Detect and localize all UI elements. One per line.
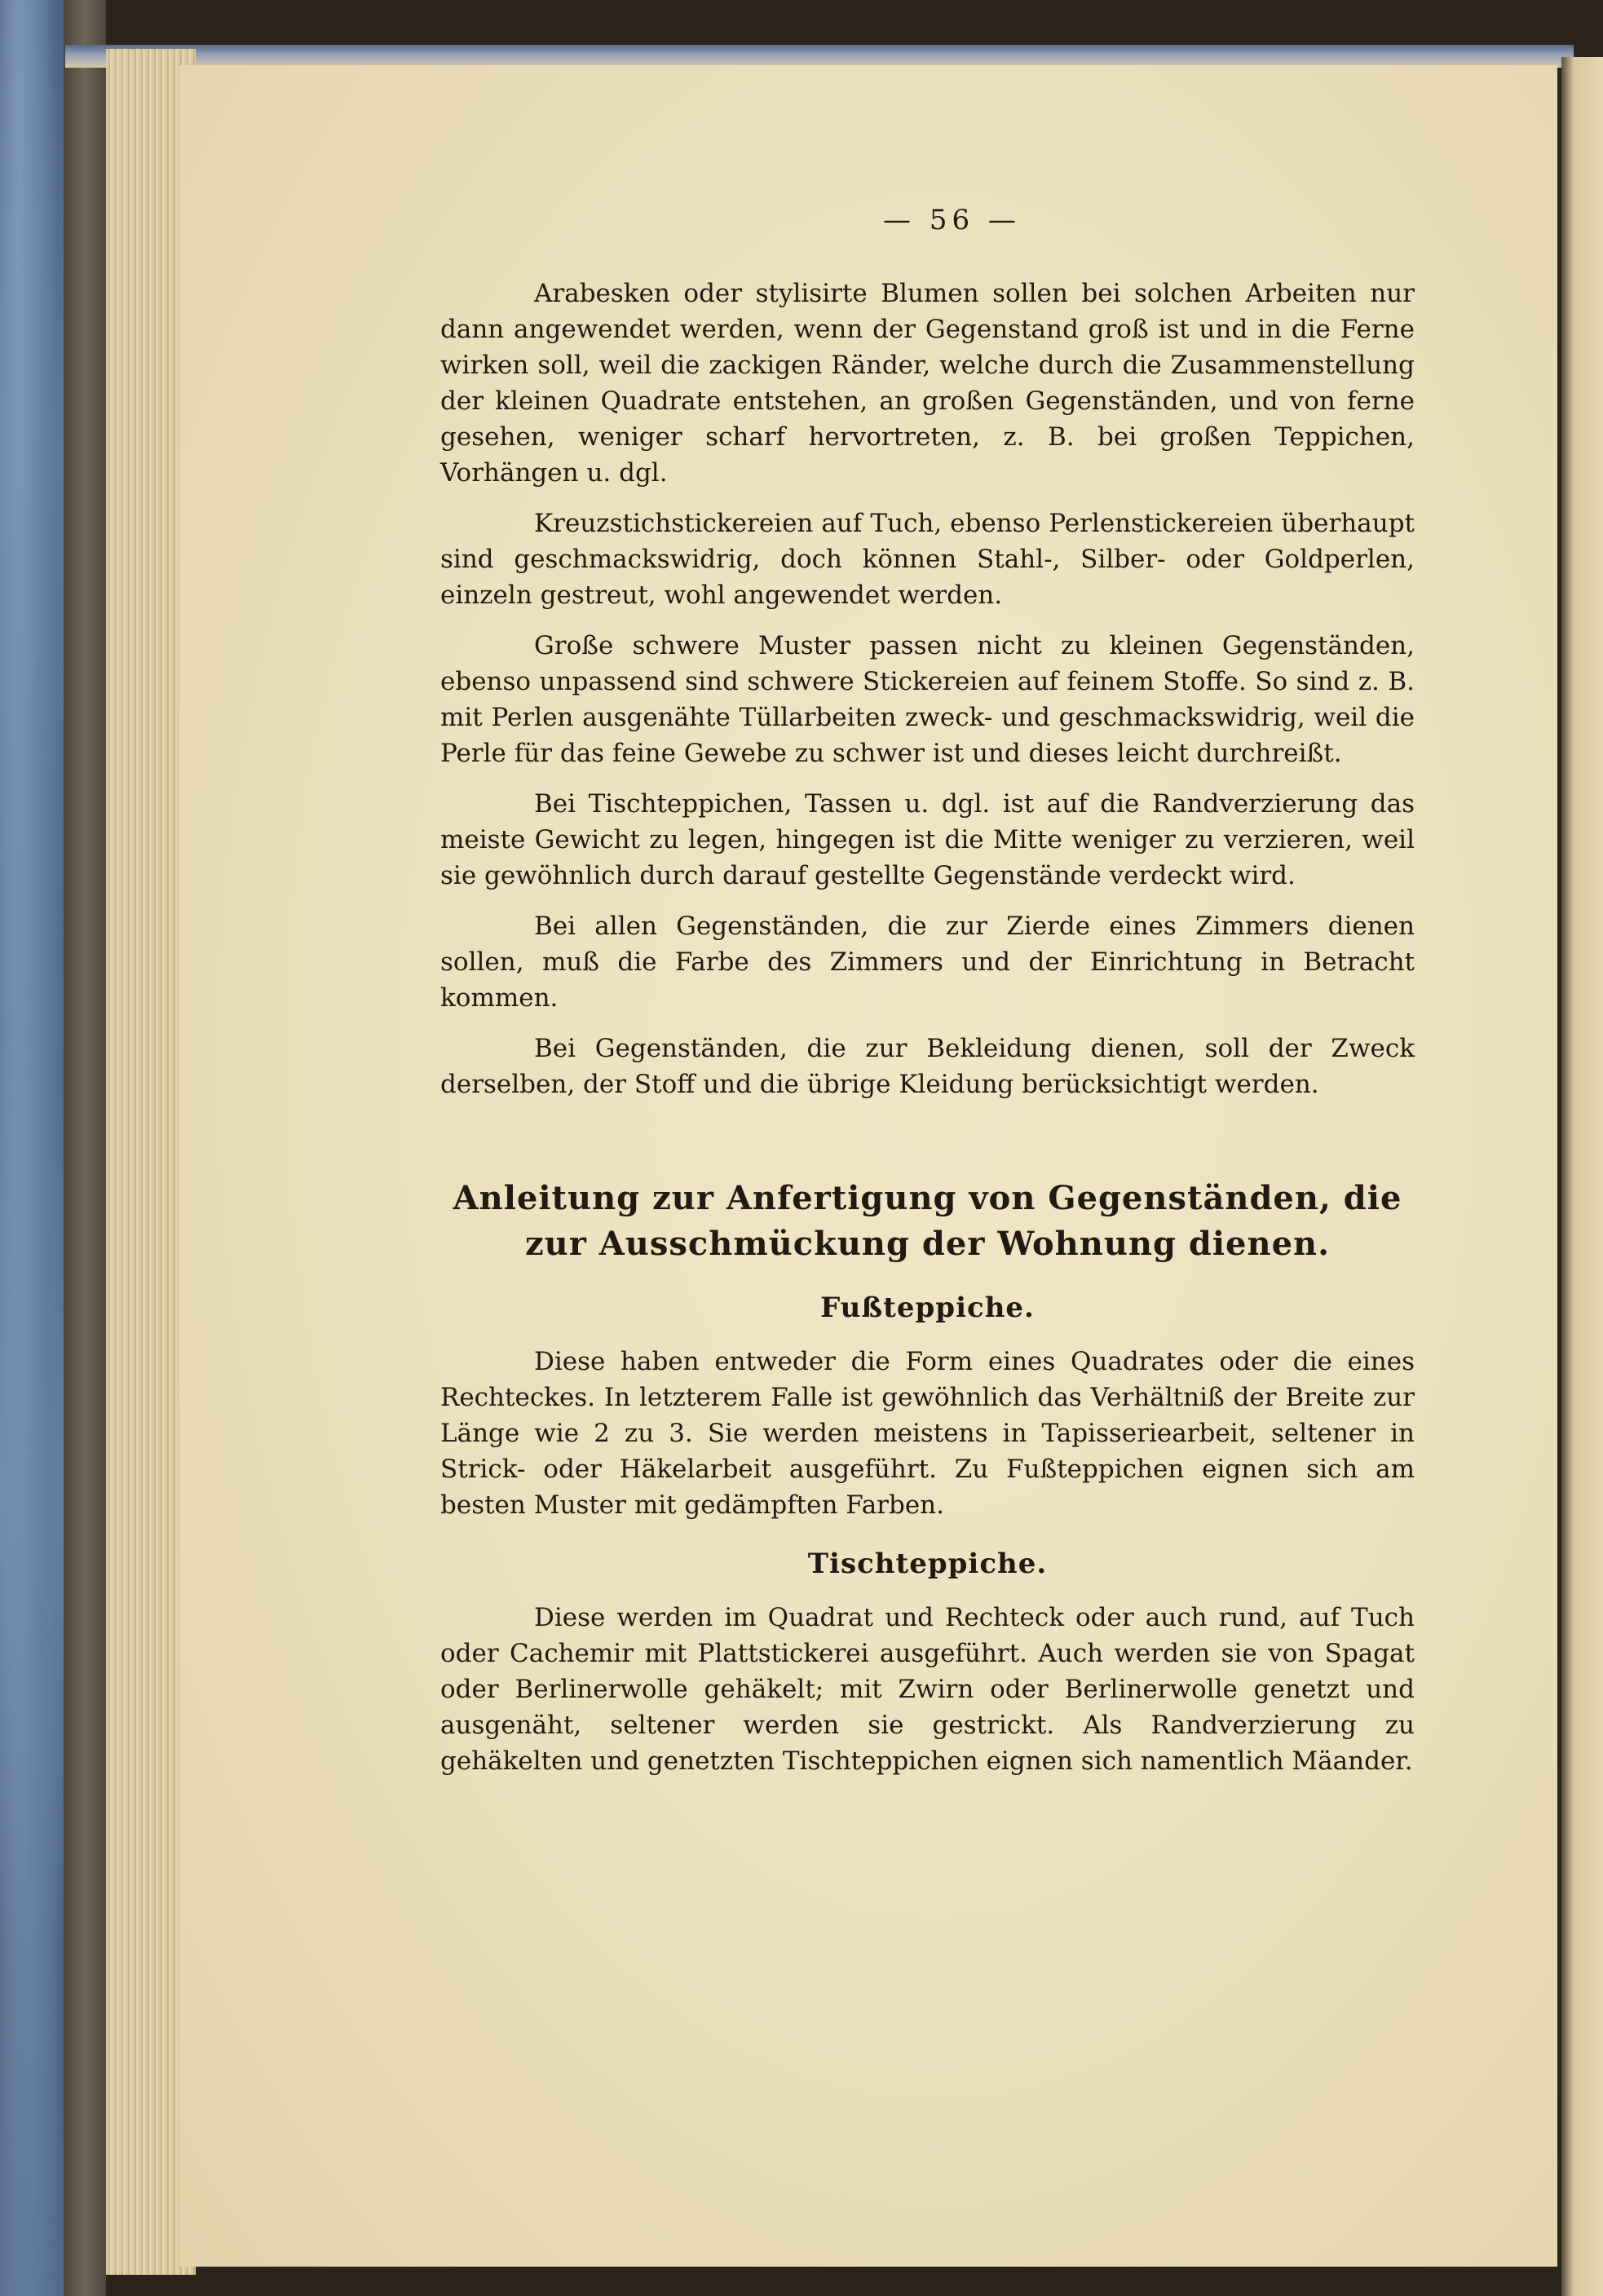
paragraph: Kreuzstichstickereien auf Tuch, ebenso Perlenstickereien überhaupt sind geschmackswidrig, doch können Stahl-, Silber- oder Goldperlen, einzeln gestreut, wohl angewendet werden. [440, 509, 1415, 610]
paragraph: Bei Gegenständen, die zur Bekleidung dienen, soll der Zweck derselben, der Stoff und die übrige Kleidung berücksichtigt werden. [440, 1034, 1415, 1099]
paragraph: Große schwere Muster passen nicht zu kleinen Gegenständen, ebenso unpassend sind schwere Stickereien auf feinem Stoffe. So sind z. B. mit Perlen ausgenähte Tüllarbeiten zweck- und geschmackswidrig, weil die Perle für das feine Gewebe zu schwer ist und dieses leicht durchreißt. [440, 631, 1415, 768]
subsection-title-tischteppiche: Tischteppiche. [807, 1548, 1048, 1580]
paragraph: Diese werden im Quadrat und Rechteck oder auch rund, auf Tuch oder Cachemir mit Plattstickerei ausgeführt. Auch werden sie von Spagat oder Berlinerwolle gehäkelt; mit Zwirn oder Berlinerwolle genetzt und ausgenäht, seltener werden sie gestrickt. Als Randverzierung zu gehäkelten und genetzten Tischteppichen eignen sich namentlich Mäander. [440, 1603, 1415, 1776]
paragraph: Diese haben entweder die Form eines Quadrates oder die eines Rechteckes. In letzterem Falle ist gewöhnlich das Verhältniß der Breite zur Länge wie 2 zu 3. Sie werden meistens in Tapisseriearbeit, seltener in Strick- oder Häkelarbeit ausgeführt. Zu Fußteppichen eignen sich am besten Muster mit gedämpften Farben. [440, 1347, 1415, 1520]
paragraph: Arabesken oder stylisirte Blumen sollen bei solchen Arbeiten nur dann angewendet werden, wenn der Gegenstand groß ist und in die Ferne wirken soll, weil die zackigen Ränder, welche durch die Zusammenstellung der kleinen Quadrate entstehen, an großen Gegenständen, und von ferne gesehen, weniger scharf hervortreten, z. B. bei großen Teppichen, Vorhängen u. dgl. [440, 279, 1415, 488]
page-stack-top-edge [65, 45, 1574, 68]
page-text-block [440, 204, 1415, 1794]
paragraph: Bei allen Gegenständen, die zur Zierde eines Zimmers dienen sollen, muß die Farbe des Zimmers und der Einrichtung in Betracht kommen. [440, 912, 1415, 1013]
section-heading: Anleitung zur Anfertigung von Gegenständen, die zur Ausschmückung der Wohnung dienen. [453, 1179, 1402, 1263]
page-number: — 56 — [883, 204, 1021, 236]
paragraph: Bei Tischteppichen, Tassen u. dgl. ist auf die Randverzierung das meiste Gewicht zu legen, hingegen ist die Mitte weniger zu verzieren, weil sie gewöhnlich durch darauf gestellte Gegenstände verdeckt wird. [440, 789, 1415, 890]
marbled-cover [0, 0, 64, 2296]
subsection-title-fussteppiche: Fußteppiche. [820, 1292, 1035, 1324]
facing-page-edge [1561, 57, 1603, 2296]
book-spine-edge [64, 0, 106, 2296]
